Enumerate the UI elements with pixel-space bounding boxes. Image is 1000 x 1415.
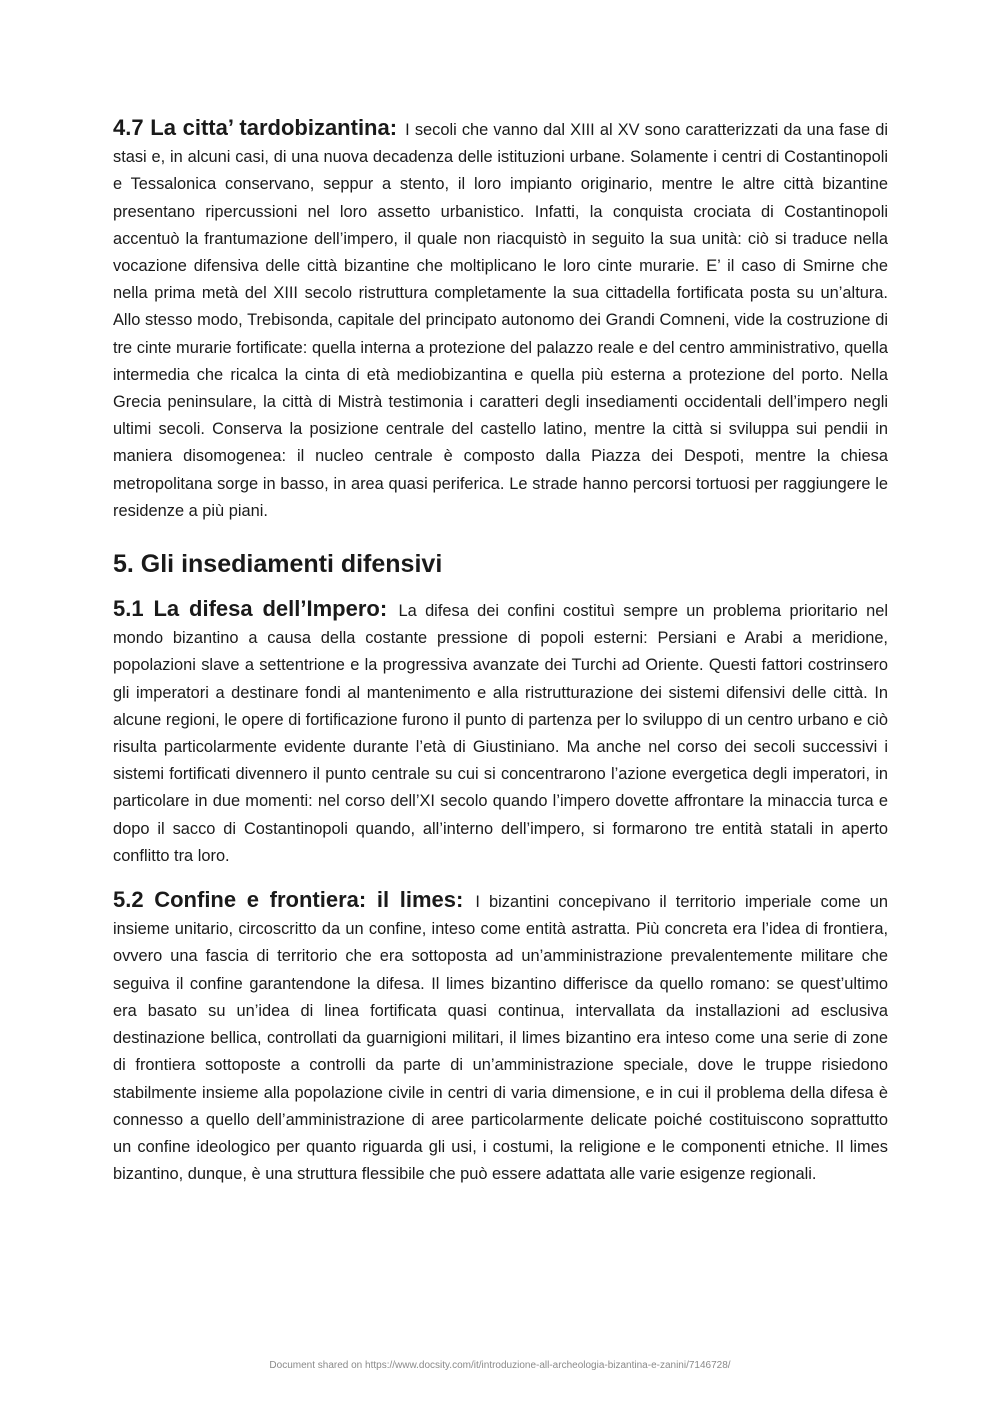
- document-page: [113, 114, 888, 1188]
- section-4-7-text: I secoli che vanno dal XIII al XV sono caratterizzati da una fase di stasi e, in alcuni casi, di una nuova decadenza delle istituzioni urbane. Solamente i centri di Costantinopoli e Tessalonica conservano, seppur a stento, il loro impianto originario, mentre le altre città bizantine presentano ripercussioni nel loro assetto urbanistico. Infatti, la conquista crociata di Costantinopoli accentuò la frantumazione dell’impero, il quale non riacquistò in seguito la sua unità: ciò si traduce nella vocazione difensiva delle città bizantine che moltiplicano le loro cinte murarie. E’ il caso di Smirne che nella prima metà del XIII secolo ristruttura completamente la sua cittadella fortificata posta su un’altura. Allo stesso modo, Trebisonda, capitale del principato autonomo dei Grandi Comneni, vide la costruzione di tre cinte murarie fortificate: quella interna a protezione del palazzo reale e del centro amministrativo, quella intermedia che ricalca la cinta di età mediobizantina e quella più esterna a protezione del porto. Nella Grecia peninsulare, la città di Mistrà testimonia i caratteri degli insediamenti occidentali dell’impero negli ultimi secoli. Conserva la posizione centrale del castello latino, mentre la città si sviluppa sui pendii in maniera disomogenea: il nucleo centrale è composto dalla Piazza dei Despoti, mentre la chiesa metropolitana sorge in basso, in area quasi periferica. Le strade hanno percorsi tortuosi per raggiungere le residenze a più piani.: [113, 121, 888, 520]
- section-5-2-paragraph: [113, 886, 888, 1188]
- section-5-2-text: I bizantini concepivano il territorio imperiale come un insieme unitario, circoscritto da un confine, inteso come entità astratta. Più concreta era l’idea di frontiera, ovvero una fascia di territorio che era sottoposta ad un’amministrazione prevalentemente militare che seguiva il confine garantendone la difesa. Il limes bizantino differisce da quello romano: se quest’ultimo era basato su un’idea di linea fortificata quasi continua, intervallata da installazioni ad esclusiva destinazione bellica, controllati da guarnigioni militari, il limes bizantino era inteso come una serie di zone di frontiera sottoposte a controlli da parte di un’amministrazione speciale, dove le truppe risiedono stabilmente insieme alla popolazione civile in centri di varia dimensione, e in cui il problema della difesa è connesso a quello dell’amministrazione di aree particolarmente delicate poiché costituiscono soprattutto un confine ideologico per quanto riguarda gli usi, i costumi, la religione e le componenti etniche. Il limes bizantino, dunque, è una struttura flessibile che può essere adattata alle varie esigenze regionali.: [113, 893, 888, 1184]
- section-5-heading: 5. Gli insediamenti difensivi: [113, 550, 443, 579]
- section-4-7-heading: 4.7 La citta’ tardobizantina:: [113, 115, 398, 140]
- section-5-1-text: La difesa dei confini costituì sempre un problema prioritario nel mondo bizantino a causa della costante pressione di popoli esterni: Persiani e Arabi a meridione, popolazioni slave a settentrione e la progressiva avanzate dei Turchi ad Oriente. Questi fattori costrinsero gli imperatori a destinare fondi al mantenimento e alla ristrutturazione dei sistemi difensivi delle città. In alcune regioni, le opere di fortificazione furono il punto di partenza per lo sviluppo di un centro urbano e ciò risulta particolarmente evidente durante l’età di Giustiniano. Ma anche nel corso dei secoli successivi i sistemi fortificati divennero il punto centrale su cui si concentrarono l’azione evergetica degli imperatori, in particolare in due momenti: nel corso dell’XI secolo quando l’impero dovette affrontare la minaccia turca e dopo il sacco di Costantinopoli quando, all’interno dell’impero, si formarono tre entità statali in aperto conflitto tra loro.: [113, 602, 888, 865]
- section-5-1-paragraph: [113, 595, 888, 870]
- section-4-7-paragraph: [113, 114, 888, 525]
- section-5-1-heading: 5.1 La difesa dell’Impero:: [113, 596, 388, 622]
- section-5-2-heading: 5.2 Confine e frontiera: il limes:: [113, 887, 464, 913]
- document-footer: Document shared on https://www.docsity.com/it/introduzione-all-archeologia-bizantina-e-zanini/7146728/: [269, 1360, 731, 1371]
